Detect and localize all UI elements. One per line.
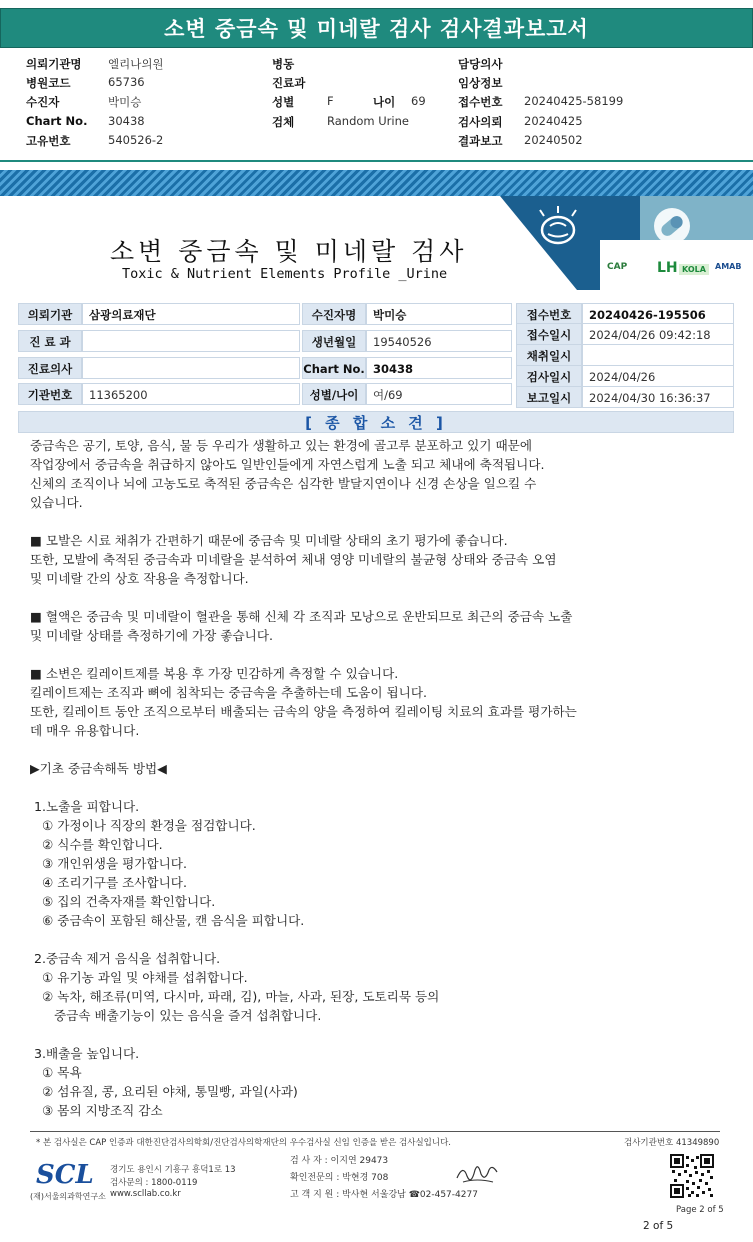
- doctor-label: 진료의사: [18, 357, 82, 379]
- accreditation-logos: [605, 258, 745, 284]
- header-value: 20240425: [524, 114, 583, 128]
- header-row: [0, 56, 753, 74]
- scl-logo-text: SCL: [36, 1160, 94, 1190]
- header-row: [0, 114, 753, 132]
- header-value: 엘리나의원: [108, 57, 164, 71]
- lab-id: 검사기관번호 41349890: [624, 1138, 720, 1148]
- banner-subtitle: Toxic & Nutrient Elements Profile _Urine: [122, 266, 448, 282]
- summary-line: 3.배출을 높입니다.: [30, 1046, 140, 1061]
- summary-line: ③ 몸의 지방조직 감소: [30, 1103, 163, 1118]
- header-label: 검사의뢰: [458, 115, 503, 129]
- patient-value: 박미승: [366, 303, 512, 325]
- scl-name: (재)서울의과학연구소: [30, 1192, 106, 1201]
- summary-line: ① 가정이나 직장의 환경을 점검합니다.: [30, 818, 256, 833]
- summary-line: ④ 조리기구를 조사합니다.: [30, 875, 187, 890]
- report-date-value: 2024/04/30 16:36:37: [582, 386, 734, 408]
- kola-logo: KOLA: [679, 264, 709, 275]
- org-label: 의뢰기관: [18, 303, 82, 325]
- header-label: 병동: [272, 57, 295, 71]
- brain-icon: [530, 204, 590, 254]
- birth-value: 19540526: [366, 330, 512, 352]
- summary-line: ⑥ 중금속이 포함된 해산물, 캔 음식을 피합니다.: [30, 913, 305, 928]
- summary-line: ⑤ 집의 건축자재를 확인합니다.: [30, 894, 216, 909]
- report-title: 소변 중금속 및 미네랄 검사 검사결과보고서: [164, 17, 589, 41]
- dept-label: 진 료 과: [18, 330, 82, 352]
- report-date-label: 보고일시: [516, 386, 582, 408]
- header-label: 병원코드: [26, 76, 71, 90]
- header-label: 접수번호: [458, 95, 503, 109]
- collect-label: 채취일시: [516, 344, 582, 366]
- amab-logo: AMAB: [715, 262, 742, 271]
- summary-line: ▶기초 중금속해독 방법◀: [30, 761, 167, 776]
- summary-line: 중금속 배출기능이 있는 음식을 즐겨 섭취합니다.: [30, 1008, 322, 1023]
- test-date-label: 검사일시: [516, 365, 582, 387]
- accreditation-note: * 본 검사실은 CAP 인증과 대한진단검사의학회/진단검사의학재단의 우수검사실 신임 인증을 받은 검사실입니다.: [36, 1138, 451, 1148]
- summary-line: [30, 645, 730, 664]
- page-indicator-small: Page 2 of 5: [676, 1205, 724, 1215]
- header-row: [0, 133, 753, 151]
- header-row: [0, 75, 753, 93]
- summary-line: [30, 512, 730, 531]
- summary-line: 있습니다.: [30, 495, 83, 510]
- chart-no-value: 30438: [366, 357, 512, 379]
- header-value: F: [327, 94, 334, 108]
- inst-no-label: 기관번호: [18, 383, 82, 405]
- summary-line: [30, 1025, 730, 1044]
- summary-line: 데 매우 유용합니다.: [30, 723, 140, 738]
- summary-line: ■ 소변은 킬레이트제를 복용 후 가장 민감하게 측정할 수 있습니다.: [30, 666, 399, 681]
- summary-line: 또한, 킬레이트 동안 조직으로부터 배출되는 금속의 양을 측정하여 킬레이팅 치료의 효과를 평가하는: [30, 704, 577, 719]
- test-date-value: 2024/04/26: [582, 365, 734, 387]
- summary-line: [30, 930, 730, 949]
- header-label: 검체: [272, 115, 295, 129]
- collect-value: [582, 344, 734, 366]
- lh-logo: LH: [657, 260, 678, 276]
- summary-body: [30, 436, 730, 1120]
- summary-line: ① 유기농 과일 및 야채를 섭취합니다.: [30, 970, 248, 985]
- header-divider: [0, 160, 753, 162]
- header-label: 수진자: [26, 95, 60, 109]
- receipt-date-label: 접수일시: [516, 323, 582, 345]
- banner-title: 소변 중금속 및 미네랄 검사: [110, 237, 468, 266]
- summary-line: [30, 778, 730, 797]
- header-label: 의뢰기관명: [26, 57, 82, 71]
- inst-no-value: 11365200: [82, 383, 300, 405]
- address: 경기도 용인시 기흥구 흥덕1로 13: [110, 1165, 236, 1175]
- summary-line: 및 미네랄 간의 상호 작용을 측정합니다.: [30, 571, 249, 586]
- header-label: 결과보고: [458, 134, 503, 148]
- birth-label: 생년월일: [302, 330, 366, 352]
- summary-line: 킬레이트제는 조직과 뼈에 침착되는 중금속을 추출하는데 도움이 됩니다.: [30, 685, 427, 700]
- header-label: 임상정보: [458, 76, 503, 90]
- cap-logo: CAP: [607, 262, 628, 272]
- summary-line: ③ 개인위생을 평가합니다.: [30, 856, 187, 871]
- age-label: 나이: [373, 95, 396, 109]
- page-indicator: 2 of 5: [643, 1220, 674, 1232]
- dept-value: [82, 330, 300, 352]
- receipt-no-value: 20240426-195506: [582, 303, 734, 325]
- summary-line: [30, 740, 730, 759]
- header-value: Random Urine: [327, 114, 409, 128]
- report-title-bar: [0, 8, 753, 48]
- patient-label: 수진자명: [302, 303, 366, 325]
- tester: 검 사 자 : 이지연 29473: [290, 1156, 389, 1166]
- summary-line: ① 목욕: [30, 1065, 82, 1080]
- summary-line: 신체의 조직이나 뇌에 고농도로 축적된 중금속은 심각한 발달지연이나 신경 손상을 일으킬 수: [30, 476, 537, 491]
- age-value: 69: [411, 94, 426, 108]
- receipt-no-label: 접수번호: [516, 303, 582, 325]
- summary-line: 또한, 모발에 축적된 중금속과 미네랄을 분석하여 체내 영양 미네랄의 불균형 상태와 중금속 오염: [30, 552, 557, 567]
- header-label: Chart No.: [26, 114, 88, 128]
- header-label: 담당의사: [458, 57, 503, 71]
- summary-line: 및 미네랄 상태를 측정하기에 가장 좋습니다.: [30, 628, 273, 643]
- org-value: 삼광의료재단: [82, 303, 300, 325]
- qr-code-icon: [670, 1154, 714, 1198]
- chart-no-label: Chart No.: [302, 357, 366, 379]
- summary-line: [30, 588, 730, 607]
- header-value: 박미승: [108, 95, 142, 109]
- header-value: 30438: [108, 114, 145, 128]
- summary-line: ② 식수를 확인합니다.: [30, 837, 163, 852]
- report-header-info: [0, 54, 753, 154]
- summary-line: ② 섬유질, 콩, 요리된 야채, 통밀빵, 과일(사과): [30, 1084, 298, 1099]
- sex-age-value: 여/69: [366, 383, 512, 405]
- header-row: [0, 94, 753, 112]
- summary-line: 1.노출을 피합니다.: [30, 799, 140, 814]
- header-value: 540526-2: [108, 133, 164, 147]
- header-value: 20240425-58199: [524, 94, 624, 108]
- confirming-doctor: 확인전문의 : 박현경 708: [290, 1173, 389, 1183]
- summary-line: ■ 혈액은 중금속 및 미네랄이 혈관을 통해 신체 각 조직과 모낭으로 운반되므로 최근의 중금속 노출: [30, 609, 573, 624]
- header-value: 65736: [108, 75, 145, 89]
- summary-line: 2.중금속 제거 음식을 섭취합니다.: [30, 951, 221, 966]
- summary-line: 작업장에서 중금속을 취급하지 않아도 일반인들에게 자연스럽게 노출 되고 체내에 축적됩니다.: [30, 457, 545, 472]
- header-label: 고유번호: [26, 134, 71, 148]
- decorative-stripe: [0, 170, 753, 196]
- doctor-value: [82, 357, 300, 379]
- summary-line: ② 녹차, 해조류(미역, 다시마, 파래, 김), 마늘, 사과, 된장, 도토리묵 등의: [30, 989, 440, 1004]
- contact: 검사문의 : 1800-0119: [110, 1178, 198, 1188]
- summary-heading: [ 종 합 소 견 ]: [18, 411, 734, 433]
- receipt-date-value: 2024/04/26 09:42:18: [582, 323, 734, 345]
- header-label: 성별: [272, 95, 295, 109]
- footer-divider: [30, 1131, 720, 1132]
- signature: [455, 1160, 499, 1186]
- summary-line: 중금속은 공기, 토양, 음식, 물 등 우리가 생활하고 있는 환경에 골고루 분포하고 있기 때문에: [30, 438, 533, 453]
- header-value: 20240502: [524, 133, 583, 147]
- customer-support: 고 객 지 원 : 박사현 서울강남 ☎02-457-4277: [290, 1190, 478, 1200]
- sex-age-label: 성별/나이: [302, 383, 366, 405]
- website: www.scllab.co.kr: [110, 1189, 181, 1199]
- header-label: 진료과: [272, 76, 306, 90]
- summary-line: ■ 모발은 시료 채취가 간편하기 때문에 중금속 및 미네랄 상태의 초기 평가에 좋습니다.: [30, 533, 508, 548]
